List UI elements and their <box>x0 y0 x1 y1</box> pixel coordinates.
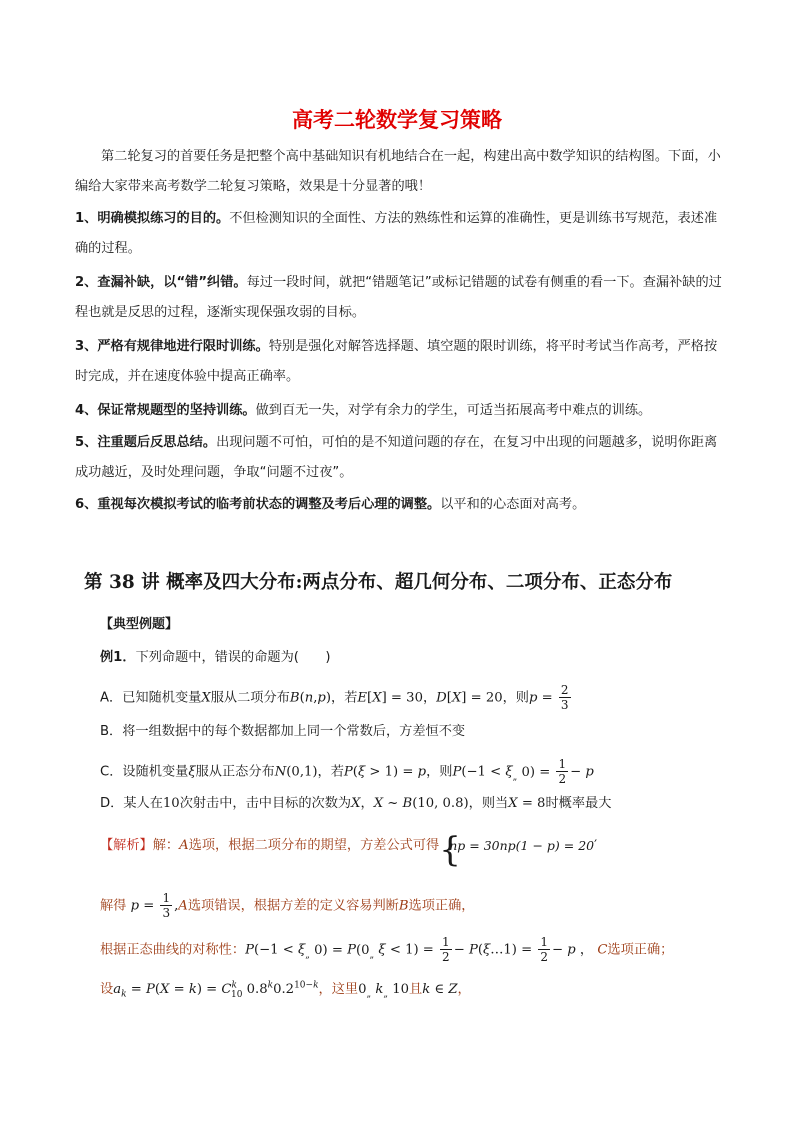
option-a-text: ，则 <box>502 690 529 706</box>
math-expr: P <box>145 982 155 997</box>
strategy-number: 2、 <box>75 275 98 290</box>
math-expr: = <box>537 690 557 706</box>
math-expr: Z <box>448 982 458 997</box>
strategy-lead: 明确模拟练习的目的。 <box>97 211 230 226</box>
math-expr: B <box>402 796 413 811</box>
math-expr: ) = <box>196 982 222 997</box>
math-expr: = <box>139 898 159 914</box>
option-a-text: A．已知随机变量 <box>100 690 202 706</box>
math-expr: …1) = <box>490 942 537 958</box>
option-d-text: 时概率最大 <box>545 796 612 811</box>
math-expr: , <box>174 898 179 914</box>
page-title: 高考二轮数学复习策略 <box>292 108 502 132</box>
math-expr: p <box>529 690 538 706</box>
math-expr: ~ <box>383 796 403 811</box>
strategy-lead: 注重题后反思总结。 <box>97 435 217 450</box>
strategy-item-2 <box>75 268 730 328</box>
math-expr: ′ <box>594 838 598 853</box>
math-expr: X <box>451 690 462 706</box>
math-expr: p <box>126 898 140 914</box>
solution-line-1 <box>100 829 598 870</box>
option-a-text: ，若 <box>331 690 358 706</box>
example-label: 例1． <box>100 650 136 665</box>
math-expr: (10, 0.8) <box>412 796 469 811</box>
math-expr: P <box>343 764 353 780</box>
strategy-lead: 严格有规律地进行限时训练。 <box>97 339 269 354</box>
strategy-lead: 保证常规题型的坚持训练。 <box>97 403 256 418</box>
solution-text: 设 <box>100 982 114 997</box>
solution-text: 解得 <box>100 898 127 914</box>
option-a <box>100 683 573 712</box>
math-expr: ( <box>352 764 358 780</box>
math-expr: − <box>570 764 586 780</box>
math-expr: − <box>552 942 568 958</box>
math-expr: A <box>179 838 189 853</box>
solution-text: 选项，根据二项分布的期望，方差公式可得 <box>188 838 440 853</box>
option-a-text: ， <box>422 690 437 706</box>
strategy-lead: 重视每次模拟考试的临考前状态的调整及考后心理的调整。 <box>97 497 441 512</box>
math-expr: P <box>452 764 462 780</box>
strategy-lead: 查漏补缺，以“错”纠错。 <box>97 275 247 290</box>
strategy-text: 做到百无一失，对学有余力的学生，可适当拓展高考中难点的训练。 <box>255 403 652 418</box>
math-expr: $^k_{10}$ $0.8^k0.2^{10-k}$ <box>230 980 319 1000</box>
math-expr: [ <box>367 690 373 706</box>
math-expr: ] = 30 <box>381 690 423 706</box>
math-expr: = <box>126 982 146 997</box>
option-c-text: C．设随机变量 <box>100 764 189 780</box>
option-c-text: 服从正态分布 <box>195 764 275 780</box>
math-expr: X <box>372 690 382 706</box>
math-expr: ) <box>325 690 332 706</box>
option-b: B．将一组数据中的每个数据都加上同一个常数后，方差恒不变 <box>100 724 466 739</box>
math-expr: k <box>422 982 431 997</box>
math-expr: P <box>468 942 478 958</box>
solution-text: 且 <box>409 982 423 997</box>
math-expr: ( <box>299 690 305 706</box>
math-expr: $a_k$ <box>113 982 127 1000</box>
fraction: $\frac{1}{2}$ <box>442 935 450 964</box>
solution-text: 根据正态曲线的对称性： <box>100 942 246 958</box>
math-expr: $0_„$ <box>358 982 372 1000</box>
math-expr: P <box>245 942 254 958</box>
solution-text: 选项正确， <box>408 898 475 914</box>
math-expr: E <box>357 690 368 706</box>
math-expr: $_„$ 10 <box>383 982 410 1000</box>
fraction: $\frac{1}{2}$ <box>540 935 549 964</box>
math-expr: X <box>508 796 518 811</box>
strategy-text: 每过一段时间，就把“错题笔记”或标记错题的试卷有侧重的看一下。查漏补缺的过程也就是反思的过程，逐渐实现保强攻弱的目标。 <box>75 275 722 320</box>
strategy-number: 3、 <box>75 339 98 354</box>
math-expr: B <box>289 690 300 706</box>
math-expr: ， <box>575 942 598 958</box>
math-expr: − <box>453 942 469 958</box>
math-expr: ξ <box>482 942 491 958</box>
strategy-number: 4、 <box>75 403 98 418</box>
math-expr: < 1) = <box>385 942 439 958</box>
math-expr: ( <box>477 942 483 958</box>
math-expr: ξ <box>378 942 386 958</box>
solution-line-2 <box>100 891 474 920</box>
solution-text: 选项错误，根据方差的定义容易判断 <box>187 898 399 914</box>
option-c-text: ，则 <box>426 764 453 780</box>
math-expr: > 1) = <box>365 764 418 780</box>
math-expr: (0,1) <box>286 764 318 780</box>
strategy-text: 以平和的心态面对高考。 <box>440 497 586 512</box>
strategy-text: 出现问题不可怕，可怕的是不知道问题的存在，在复习中出现的问题越多，说明你距离成功越近，及时处理问题，争取“问题不过夜”。 <box>75 435 718 480</box>
lecture-title: 第 38 讲 概率及四大分布:两点分布、超几何分布、二项分布、正态分布 <box>84 572 673 593</box>
math-expr: (−1 < <box>461 764 506 780</box>
math-expr: ξ <box>297 942 306 958</box>
option-c <box>100 757 594 786</box>
math-expr: $_„$ 0) = <box>305 942 348 961</box>
option-d-text: 次射击中，击中目标的次数为 <box>179 796 352 811</box>
math-expr: C <box>221 982 232 997</box>
math-expr: p <box>585 764 594 780</box>
math-expr: ( <box>154 982 160 997</box>
option-a-text: 服从二项分布 <box>210 690 290 706</box>
solution-text: ，这里 <box>318 982 359 997</box>
math-expr: p <box>317 690 326 706</box>
math-expr: , <box>313 690 318 706</box>
intro-paragraph: 第二轮复习的首要任务是把整个高中基础知识有机地结合在一起，构建出高中数学知识的结构图。下面，小编给大家带来高考数学二轮复习策略，效果是十分显著的哦！ <box>75 149 721 194</box>
strategy-number: 5、 <box>75 435 98 450</box>
strategy-number: 6、 <box>75 497 98 512</box>
math-expr: ] = 20 <box>461 690 503 706</box>
math-expr: ξ <box>357 764 366 780</box>
math-expr: C <box>597 942 608 958</box>
math-expr: X <box>351 796 361 811</box>
math-expr: ($0_„$ <box>355 942 375 961</box>
strategy-number: 1、 <box>75 211 98 226</box>
option-d <box>100 792 611 811</box>
math-expr: B <box>398 898 409 914</box>
math-expr: N <box>274 764 287 780</box>
math-expr: ξ <box>505 764 513 780</box>
option-d-text: ， <box>360 796 374 811</box>
math-expr: 10 <box>162 796 180 811</box>
section-tag: 【典型例题】 <box>100 617 179 632</box>
strategy-item-4 <box>75 396 730 426</box>
option-d-text: ，则当 <box>468 796 509 811</box>
solution-text: ， <box>457 982 471 997</box>
fraction: $\frac{1}{3}$ <box>162 891 171 920</box>
fraction: $\frac{2}{3}$ <box>560 683 569 712</box>
math-expr: A <box>178 898 188 914</box>
strategy-text: 不但检测知识的全面性、方法的熟练性和运算的准确性，更是训练书写规范，表述准确的过程。 <box>75 211 718 256</box>
option-c-text: ，若 <box>317 764 344 780</box>
solution-line-3 <box>100 935 673 964</box>
example-question-text: 下列命题中，错误的命题为( ) <box>135 650 331 665</box>
math-expr: k <box>188 982 197 997</box>
strategy-item-5 <box>75 428 730 488</box>
math-expr: P <box>347 942 356 958</box>
math-expr: = <box>169 982 189 997</box>
example-question <box>100 646 330 665</box>
math-expr: k <box>375 982 384 997</box>
strategy-item-1 <box>75 204 730 264</box>
solution-line-4 <box>100 978 471 1000</box>
solution-text: 选项正确； <box>607 942 674 958</box>
math-expr: X <box>201 690 211 706</box>
option-d-text: D．某人在 <box>100 796 163 811</box>
math-expr: = 8 <box>517 796 546 811</box>
math-expr: $_„$ 0) = <box>512 764 555 783</box>
math-expr: [ <box>446 690 452 706</box>
solution-text: 解： <box>152 838 180 853</box>
math-expr: ξ <box>188 764 196 780</box>
strategy-item-3 <box>75 332 730 392</box>
strategy-item-6 <box>75 490 730 520</box>
math-expr: X <box>160 982 170 997</box>
math-expr: (−1 < <box>253 942 298 958</box>
equation-system: { np = 30np(1 − p) = 20 <box>439 829 595 870</box>
math-expr: p <box>417 764 427 780</box>
math-expr: X <box>373 796 384 811</box>
math-expr: n <box>304 690 314 706</box>
math-expr: D <box>436 690 447 706</box>
strategy-text: 特别是强化对解答选择题、填空题的限时训练，将平时考试当作高考，严格按时完成，并在速度体验中提高正确率。 <box>75 339 718 384</box>
solution-tag: 【解析】 <box>100 838 153 853</box>
math-expr: p <box>567 942 576 958</box>
fraction: $\frac{1}{2}$ <box>558 757 567 786</box>
math-expr: ∈ <box>430 982 449 997</box>
